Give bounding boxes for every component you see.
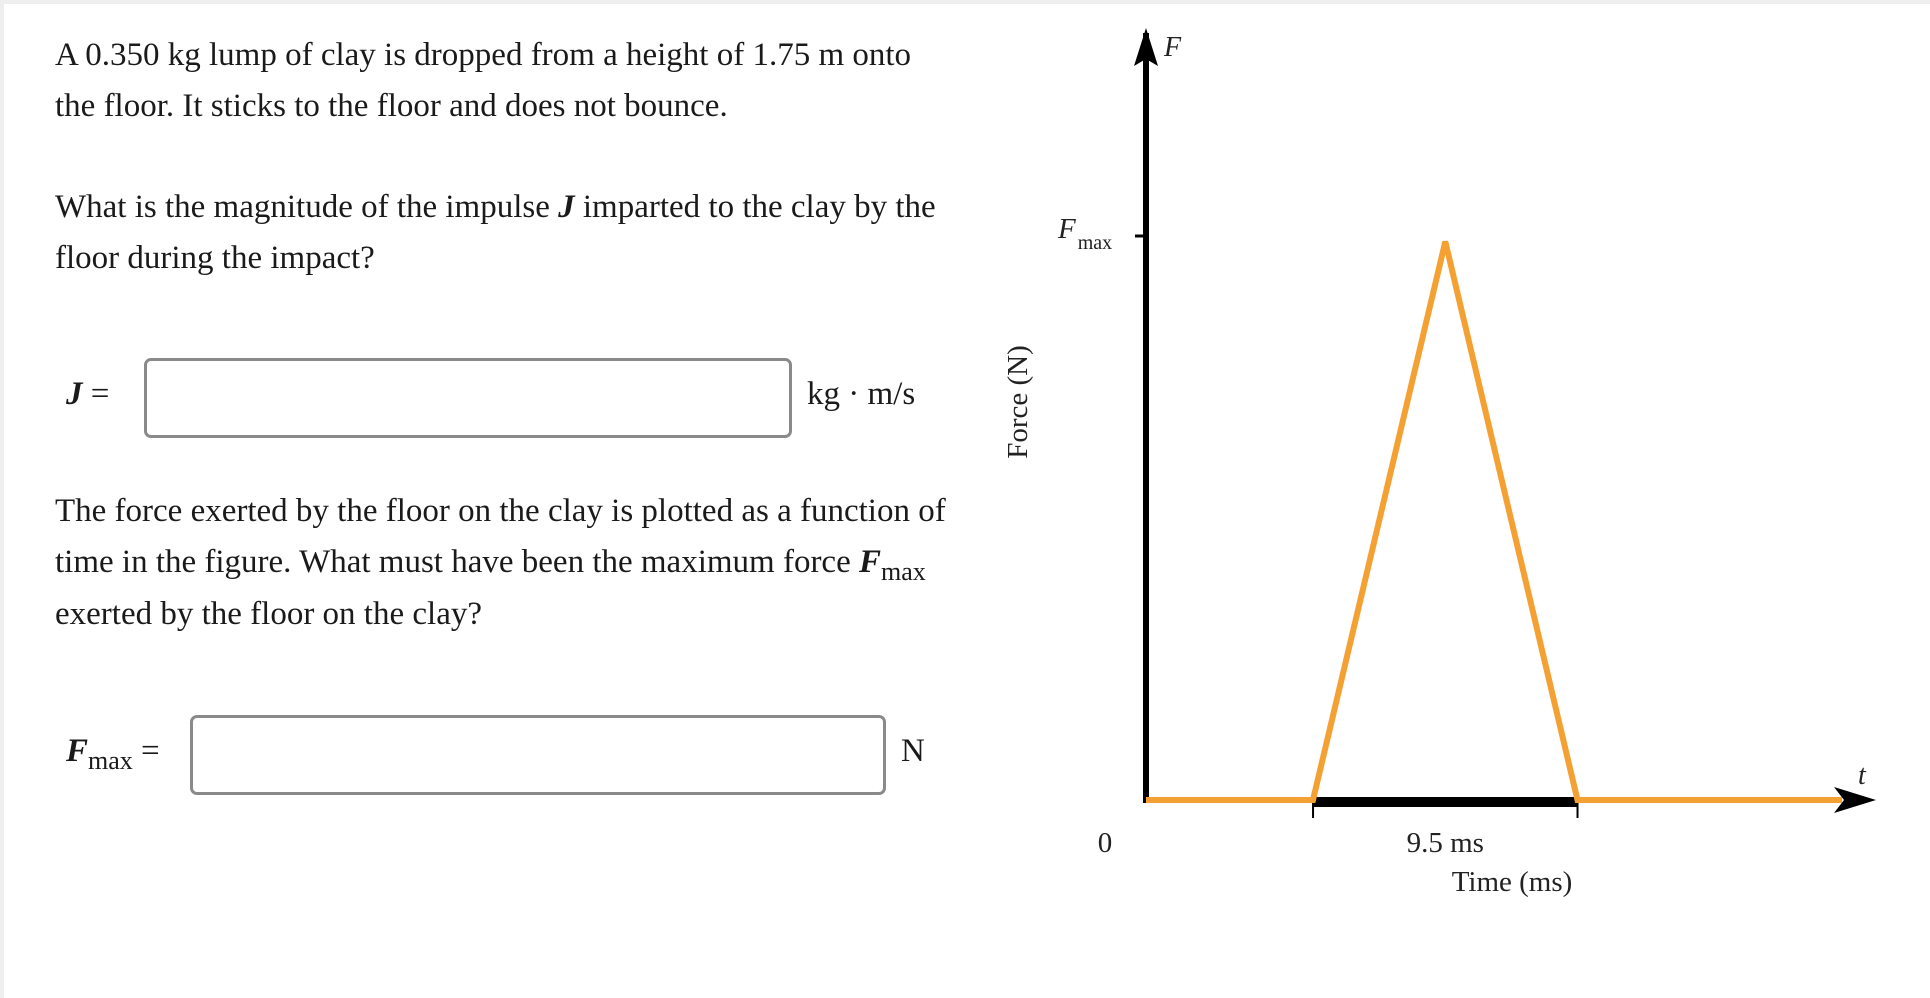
fmax-answer-var: F — [66, 733, 89, 769]
fmax-answer-sub: max — [88, 746, 133, 775]
y-tick-label — [1057, 213, 1112, 254]
impulse-unit: kg · m/s — [807, 376, 916, 412]
problem-statement-text: A 0.350 kg lump of clay is dropped from a height of 1.75 m onto the floor. It sticks to the floor and does not bounce. — [55, 37, 912, 124]
impulse-question-text-end: imparted to the clay by the floor during the impact? — [55, 189, 936, 276]
impulse-question-text-start: What is the magnitude of the impulse — [55, 189, 559, 225]
impulse-variable: J — [558, 189, 575, 225]
impulse-answer-var: J — [66, 376, 83, 412]
impulse-answer-equals: = — [82, 376, 110, 412]
fmax-variable: F — [858, 544, 881, 580]
duration-label: 9.5 ms — [1406, 827, 1484, 859]
fmax-answer-equals: = — [132, 733, 160, 769]
y-axis-symbol: F — [1164, 32, 1182, 63]
y-axis-title: Force (N) — [1002, 345, 1034, 459]
x-axis-symbol: t — [1858, 760, 1866, 791]
x-axis-title: Time (ms) — [1451, 866, 1573, 898]
y-tick-label-var: F — [1058, 213, 1076, 245]
fmax-question-text-start: The force exerted by the floor on the clay is plotted as a function of time in the figure. What must have been the maximum force — [55, 493, 946, 580]
series-line-force — [1146, 242, 1842, 800]
fmax-variable-sub: max — [881, 557, 926, 586]
y-tick-label-sub: max — [1077, 232, 1113, 254]
fmax-unit: N — [901, 733, 925, 769]
fmax-question-text-end: exerted by the floor on the clay? — [55, 596, 482, 632]
page — [4, 4, 1930, 998]
force-time-chart — [4, 4, 1930, 998]
series-layer — [1146, 242, 1842, 800]
origin-label: 0 — [1097, 827, 1113, 859]
